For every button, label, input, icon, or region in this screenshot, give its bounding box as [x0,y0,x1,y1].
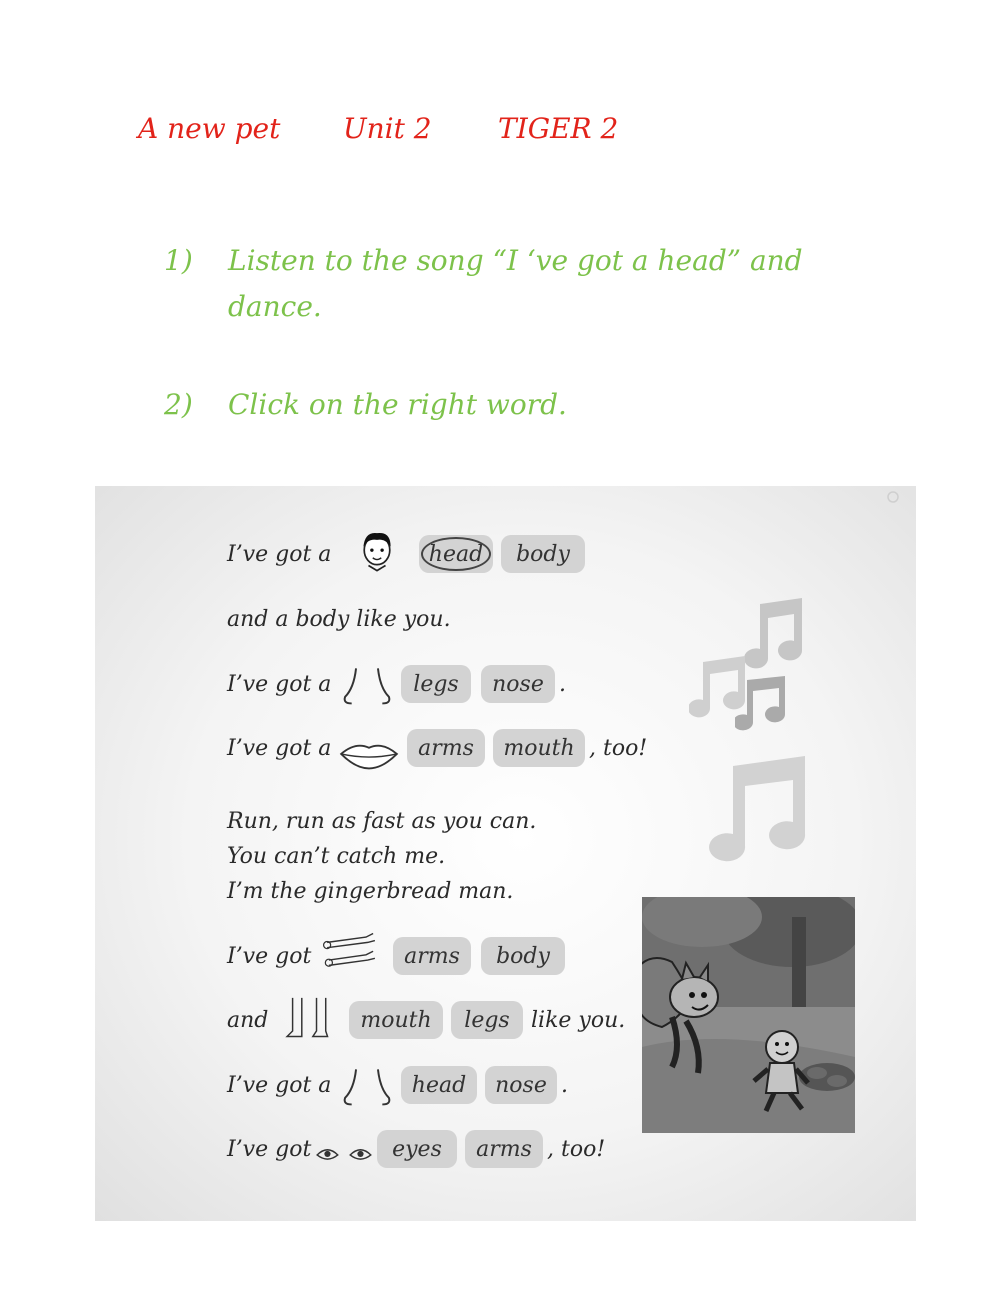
line-suffix: . [561,1073,568,1098]
song-line-5 [227,934,627,980]
boy-head-icon [345,528,409,574]
line-prefix: I’ve got a [227,1073,332,1098]
music-note-icon [735,674,791,734]
refrain-line: I’m the gingerbread man. [227,879,514,904]
option-mouth-button[interactable]: mouth [349,1001,443,1039]
unit-title: A new pet [138,112,281,145]
option-body-button[interactable]: body [501,535,585,573]
option-head-button[interactable]: head [419,535,493,573]
refrain-line: Run, run as fast as you can. [227,809,537,834]
instruction-number: 2) [164,388,193,421]
song-line-8 [227,1127,687,1173]
instruction-text: Listen to the song “I ‘ve got a head” and dance. [228,244,803,323]
option-arms-button[interactable]: arms [465,1130,543,1168]
line-prefix: I’ve got [227,944,312,969]
song-exercise-panel [95,486,916,1221]
song-line-4 [227,726,727,772]
eyes-icon [313,1133,377,1179]
line-suffix: . [559,672,566,697]
option-body-button[interactable]: body [481,937,565,975]
legs-icon [279,996,343,1042]
option-nose-button[interactable]: nose [481,665,555,703]
option-legs-button[interactable]: legs [451,1001,523,1039]
line-prefix: I’ve got a [227,542,332,567]
lips-icon [337,732,401,778]
option-head-button[interactable]: head [401,1066,477,1104]
instruction-text: Click on the right word. [228,388,567,421]
song-line-1 [227,532,697,578]
refrain-line: You can’t catch me. [227,844,446,869]
arms-icon [319,930,383,976]
nose-icon [335,664,399,710]
option-nose-button[interactable]: nose [485,1066,557,1104]
line-text: and a body like you. [227,607,451,632]
option-eyes-button[interactable]: eyes [377,1130,457,1168]
instruction-2 [164,382,844,428]
song-line-3 [227,662,667,708]
instruction-1 [164,238,844,330]
corner-star-icon [885,490,901,504]
line-prefix: I’ve got [227,1137,312,1162]
line-suffix: , too! [589,736,648,761]
line-suffix: like you. [531,1008,626,1033]
option-arms-button[interactable]: arms [407,729,485,767]
option-mouth-button[interactable]: mouth [493,729,585,767]
line-suffix: , too! [547,1137,606,1162]
line-prefix: I’ve got a [227,736,332,761]
line-prefix: I’ve got a [227,672,332,697]
line-prefix: and [227,1008,269,1033]
song-line-6 [227,998,637,1044]
nose-icon [335,1065,399,1111]
unit-number: Unit 2 [343,112,432,145]
song-line-2 [227,597,527,643]
option-legs-button[interactable]: legs [401,665,471,703]
fox-chasing-gingerbread-man-icon [642,897,855,1133]
instruction-number: 1) [164,244,193,277]
option-arms-button[interactable]: arms [393,937,471,975]
song-line-7 [227,1063,667,1109]
book-title: TIGER 2 [498,112,619,145]
